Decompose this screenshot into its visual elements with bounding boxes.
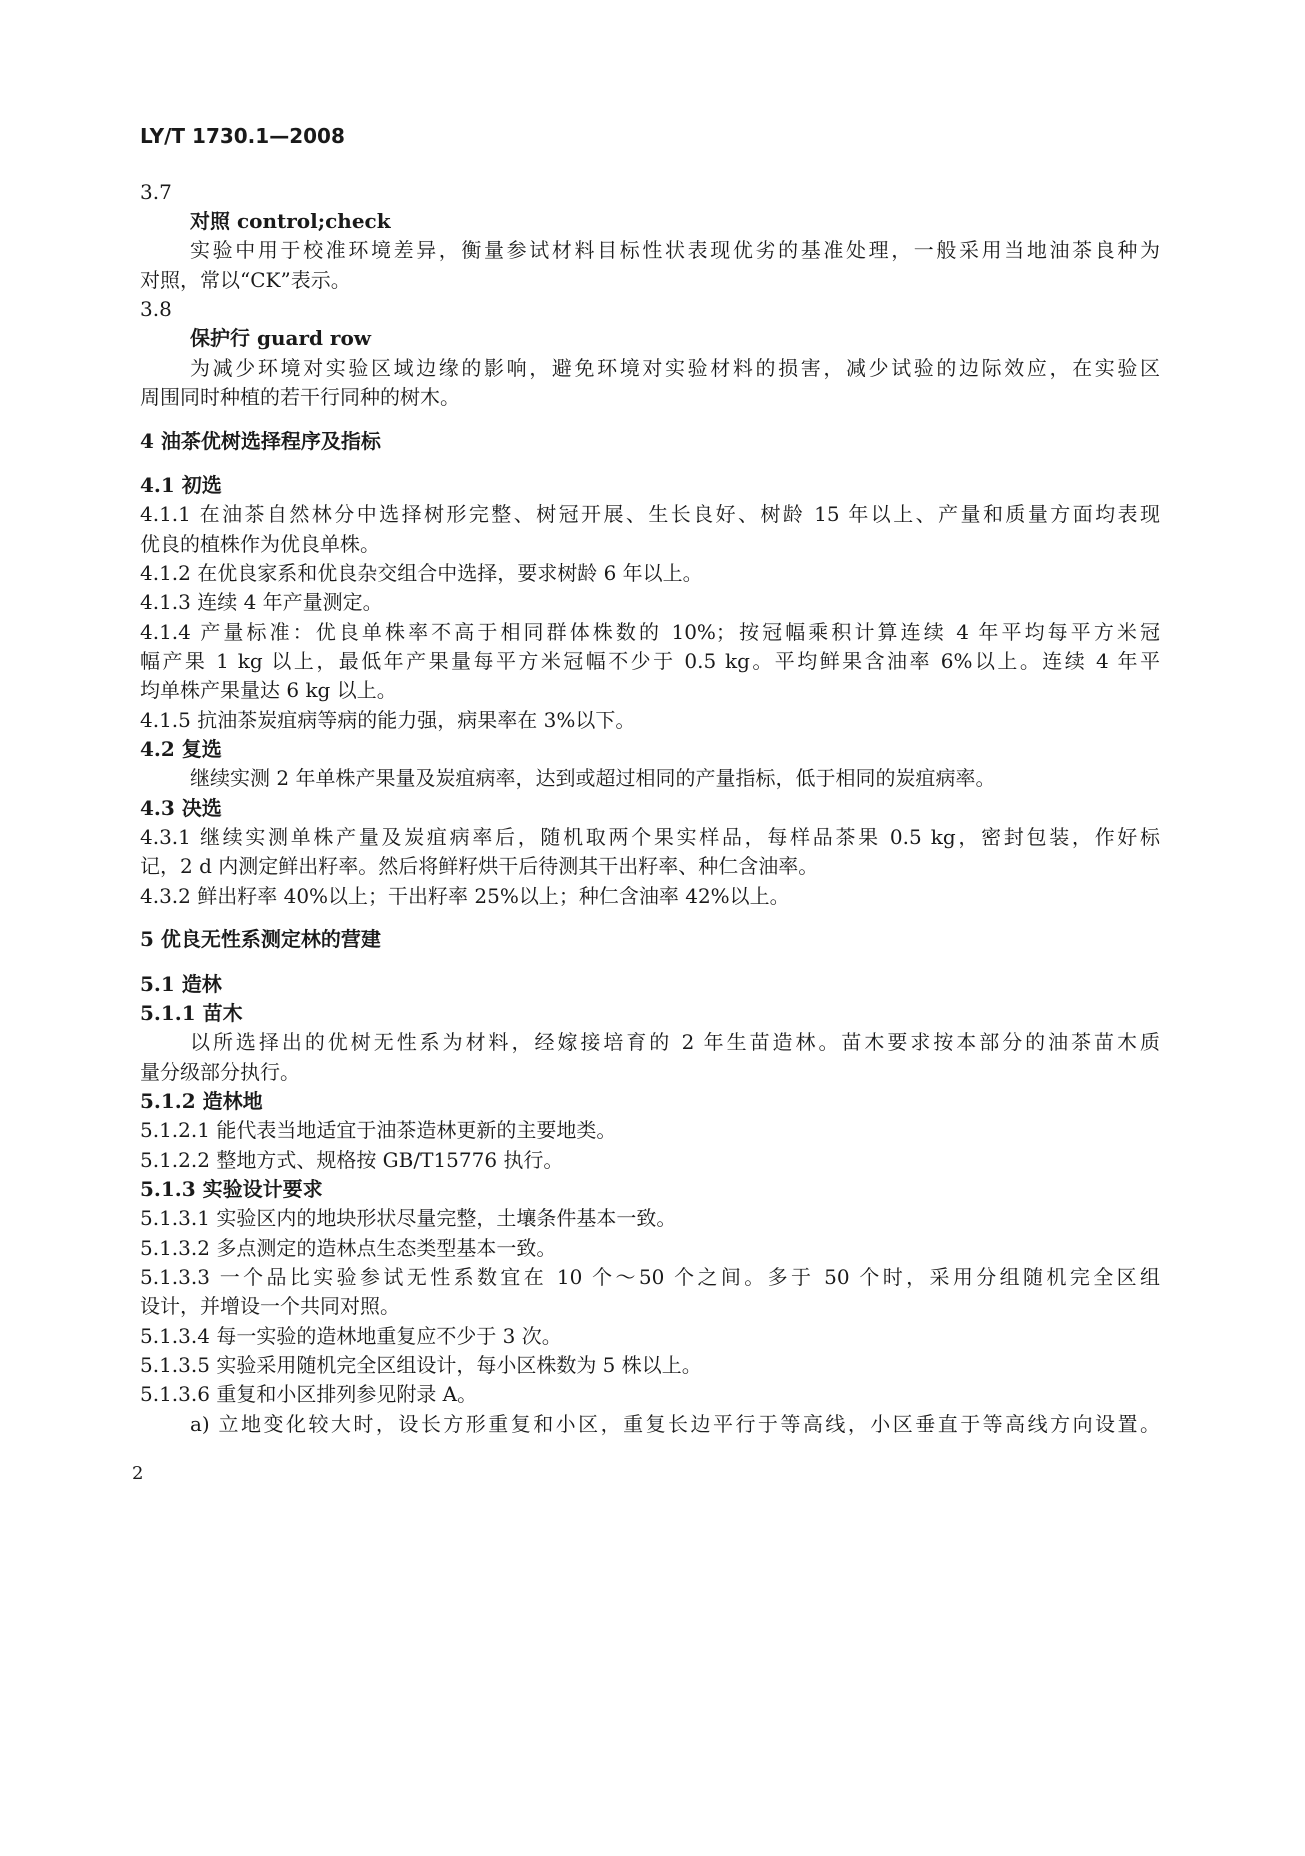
- page-number: 2: [132, 1463, 144, 1484]
- subsection-heading: 4.2 复选: [140, 737, 222, 761]
- paragraph-line: 继续实测 2 年单株产果量及炭疽病率，达到或超过相同的产量指标，低于相同的炭疽病率。: [190, 766, 996, 790]
- paragraph-line: 5.1.3.2 多点测定的造林点生态类型基本一致。: [140, 1236, 557, 1260]
- standard-code-header: LY/T 1730.1—2008: [140, 124, 345, 148]
- term-heading: 保护行 guard row: [190, 326, 372, 350]
- paragraph-line: 以所选择出的优树无性系为材料，经嫁接培育的 2 年生苗造林。苗木要求按本部分的油茶苗木质: [190, 1030, 1160, 1054]
- paragraph-line: 4.1.2 在优良家系和优良杂交组合中选择，要求树龄 6 年以上。: [140, 561, 703, 585]
- subsection-heading: 5.1.1 苗木: [140, 1001, 243, 1025]
- paragraph-line: 5.1.2.2 整地方式、规格按 GB/T15776 执行。: [140, 1148, 564, 1172]
- paragraph-line: 量分级部分执行。: [140, 1060, 300, 1084]
- paragraph-line: 幅产果 1 kg 以上，最低年产果量每平方米冠幅不少于 0.5 kg。平均鲜果含油率 6%以上。连续 4 年平: [140, 649, 1160, 673]
- paragraph-line: 设计，并增设一个共同对照。: [140, 1294, 400, 1318]
- clause-number: 3.7: [140, 180, 172, 204]
- paragraph-line: 5.1.3.5 实验采用随机完全区组设计，每小区株数为 5 株以上。: [140, 1353, 702, 1377]
- section-heading: 5 优良无性系测定林的营建: [140, 927, 381, 951]
- subsection-heading: 5.1.2 造林地: [140, 1089, 263, 1113]
- paragraph-line: 记，2 d 内测定鲜出籽率。然后将鲜籽烘干后待测其干出籽率、种仁含油率。: [140, 854, 819, 878]
- subsection-heading: 4.1 初选: [140, 473, 222, 497]
- paragraph-line: 优良的植株作为优良单株。: [140, 532, 380, 556]
- paragraph-line: 5.1.3.1 实验区内的地块形状尽量完整，土壤条件基本一致。: [140, 1206, 677, 1230]
- paragraph-line: 4.1.1 在油茶自然林分中选择树形完整、树冠开展、生长良好、树龄 15 年以上、产量和质量方面均表现: [140, 502, 1160, 526]
- paragraph-line: 实验中用于校准环境差异，衡量参试材料目标性状表现优劣的基准处理，一般采用当地油茶良种为: [190, 238, 1160, 262]
- paragraph-line: 4.3.2 鲜出籽率 40%以上；干出籽率 25%以上；种仁含油率 42%以上。: [140, 884, 790, 908]
- paragraph-line: 4.1.5 抗油茶炭疽病等病的能力强，病果率在 3%以下。: [140, 708, 636, 732]
- paragraph-line: 5.1.3.4 每一实验的造林地重复应不少于 3 次。: [140, 1324, 562, 1348]
- list-item: a) 立地变化较大时，设长方形重复和小区，重复长边平行于等高线，小区垂直于等高线方向设置。: [190, 1412, 1160, 1436]
- paragraph-line: 为减少环境对实验区域边缘的影响，避免环境对实验材料的损害，减少试验的边际效应，在实验区: [190, 356, 1160, 380]
- subsection-heading: 5.1.3 实验设计要求: [140, 1177, 323, 1201]
- term-heading: 对照 control;check: [190, 209, 391, 233]
- paragraph-line: 5.1.3.6 重复和小区排列参见附录 A。: [140, 1382, 478, 1406]
- paragraph-line: 5.1.3.3 一个品比实验参试无性系数宜在 10 个～50 个之间。多于 50 个时，采用分组随机完全区组: [140, 1265, 1160, 1289]
- paragraph-line: 4.3.1 继续实测单株产量及炭疽病率后，随机取两个果实样品，每样品茶果 0.5 kg，密封包装，作好标: [140, 825, 1160, 849]
- subsection-heading: 4.3 决选: [140, 796, 222, 820]
- paragraph-line: 4.1.3 连续 4 年产量测定。: [140, 590, 383, 614]
- paragraph-line: 5.1.2.1 能代表当地适宜于油茶造林更新的主要地类。: [140, 1118, 617, 1142]
- paragraph-line: 周围同时种植的若干行同种的树木。: [140, 385, 460, 409]
- subsection-heading: 5.1 造林: [140, 972, 222, 996]
- clause-number: 3.8: [140, 297, 172, 321]
- paragraph-line: 4.1.4 产量标准：优良单株率不高于相同群体株数的 10%；按冠幅乘积计算连续 4 年平均每平方米冠: [140, 620, 1160, 644]
- section-heading: 4 油茶优树选择程序及指标: [140, 429, 381, 453]
- paragraph-line: 对照，常以“CK”表示。: [140, 268, 351, 292]
- paragraph-line: 均单株产果量达 6 kg 以上。: [140, 678, 397, 702]
